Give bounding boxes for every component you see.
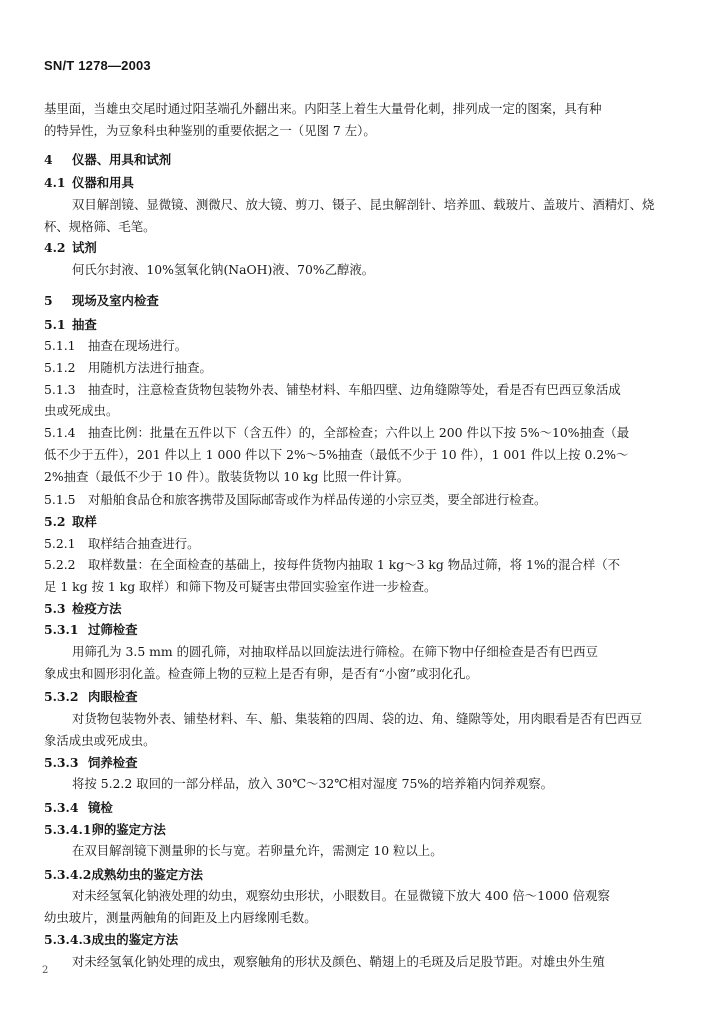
- line-text: 对未经氢氧化钠处理的成虫，观察触角的形状及颜色、鞘翅上的毛斑及后足股节距。对雄虫外生殖: [72, 954, 605, 969]
- text-line-p1b: [44, 124, 376, 138]
- text-line-p42: [72, 263, 374, 277]
- section-number: 4: [44, 152, 53, 167]
- line-text: 对未经氢氧化钠液处理的幼虫，观察幼虫形状，小眼数目。在显微镜下放大 400 倍～1000 倍观察: [72, 888, 610, 903]
- line-text: 基里面，当雄虫交尾时通过阳茎端孔外翻出来。内阳茎上着生大量骨化刺，排列成一定的图案，具有种: [44, 101, 602, 116]
- section-heading-s515: [44, 493, 546, 507]
- section-heading-s534: [44, 801, 113, 815]
- section-heading-s52: [44, 515, 97, 529]
- section-number: 5.3.1: [44, 622, 79, 637]
- line-text: 镜检: [88, 800, 113, 815]
- line-text: 用随机方法进行抽查。: [88, 360, 212, 375]
- line-text: 取样: [72, 514, 97, 529]
- text-line-p5342b: [44, 911, 317, 925]
- section-number: 5.3.4.2: [44, 867, 92, 882]
- section-heading-s41: [44, 176, 134, 190]
- line-text: 现场及室内检查: [72, 293, 159, 308]
- text-line-p1a: [44, 102, 602, 116]
- line-text: 象成虫和圆形羽化盖。检查筛上物的豆粒上是否有卵，是否有“小窗”或羽化孔。: [44, 666, 478, 681]
- section-number: 5.1.5: [44, 492, 76, 507]
- section-heading-s511: [44, 339, 187, 353]
- line-text: 对货物包装物外表、铺垫材料、车、船、集装箱的四周、袋的边、角、缝隙等处，用肉眼看是否有巴西豆: [72, 711, 642, 726]
- page-number: 2: [42, 965, 49, 976]
- line-text: 双目解剖镜、显微镜、测微尺、放大镜、剪刀、镊子、昆虫解剖针、培养皿、载玻片、盖玻片、酒精灯、烧: [72, 197, 655, 212]
- section-heading-s5343: [44, 933, 178, 947]
- line-text: 抽查: [72, 317, 97, 332]
- line-text: 低不少于五件），201 件以上 1 000 件以下 2%～5%抽查（最低不少于 10 件），1 001 件以上按 0.2%～: [44, 447, 629, 462]
- line-text: 过筛检查: [88, 622, 138, 637]
- text-line-p41b: [44, 220, 156, 234]
- line-text: 试剂: [72, 240, 97, 255]
- section-heading-s42: [44, 241, 97, 255]
- line-text: 在双目解剖镜下测量卵的长与宽。若卵量允许，需测定 10 粒以上。: [72, 843, 443, 858]
- line-text: 抽查比例：批量在五件以下（含五件）的，全部检查；六件以上 200 件以下按 5%～10%抽查（最: [88, 425, 630, 440]
- line-text: 肉眼检查: [88, 689, 138, 704]
- line-text: 仪器和用具: [72, 175, 134, 190]
- section-number: 5.3.4.1: [44, 822, 92, 837]
- line-text: 仪器、用具和试剂: [72, 152, 172, 167]
- line-text: 杯、规格筛、毛笔。: [44, 219, 156, 234]
- section-number: 5.3.4.3: [44, 932, 92, 947]
- line-text: 用筛孔为 3.5 mm 的圆孔筛，对抽取样品以回旋法进行筛检。在筛下物中仔细检查是否有巴西豆: [72, 644, 598, 659]
- section-number: 5.1.1: [44, 338, 76, 353]
- section-number: 5.3.2: [44, 689, 79, 704]
- section-number: 5.3: [44, 601, 66, 616]
- line-text: 幼虫玻片，测量两触角的间距及上内唇缘刚毛数。: [44, 910, 317, 925]
- section-number: 5.3.3: [44, 755, 79, 770]
- line-text: 饲养检查: [88, 755, 138, 770]
- section-number: 5: [44, 293, 53, 308]
- text-line-p532a: [72, 712, 642, 726]
- section-number: 4.1: [44, 175, 66, 190]
- standard-code-header: SN/T 1278—2003: [44, 58, 151, 73]
- line-text: 象活成虫或死成虫。: [44, 733, 156, 748]
- section-number: 5.1: [44, 317, 66, 332]
- line-text: 抽查时，注意检查货物包装物外表、铺垫材料、车船四壁、边角缝隙等处，看是否有巴西豆象活成: [88, 382, 621, 397]
- section-heading-s5342: [44, 868, 203, 882]
- line-text: 对船舶食品仓和旅客携带及国际邮寄或作为样品传递的小宗豆类，要全部进行检查。: [88, 492, 547, 507]
- section-number: 5.1.3: [44, 382, 76, 397]
- section-heading-s531: [44, 623, 138, 637]
- line-text: 足 1 kg 按 1 kg 取样）和筛下物及可疑害虫带回实验室作进一步检查。: [44, 579, 437, 594]
- section-heading-s5341: [44, 823, 166, 837]
- text-line-p531b: [44, 667, 478, 681]
- line-text: 成熟幼虫的鉴定方法: [91, 867, 203, 882]
- text-line-p5342a: [72, 889, 610, 903]
- section-number: 5.2: [44, 514, 66, 529]
- line-text: 检疫方法: [72, 601, 122, 616]
- text-line-s514b: [44, 448, 628, 462]
- line-text: 2%抽查（最低不少于 10 件）。散装货物以 10 kg 比照一件计算。: [44, 469, 410, 484]
- line-text: 卵的鉴定方法: [91, 822, 166, 837]
- section-heading-s53: [44, 602, 122, 616]
- section-number: 4.2: [44, 240, 66, 255]
- line-text: 将按 5.2.2 取回的一部分样品，放入 30℃～32℃相对湿度 75%的培养箱内饲养观察。: [72, 776, 554, 791]
- line-text: 成虫的鉴定方法: [91, 932, 179, 947]
- text-line-s514c: [44, 470, 409, 484]
- line-text: 的特异性，为豆象科虫种鉴别的重要依据之一（见图 7 左）。: [44, 123, 376, 138]
- text-line-s513b: [44, 404, 118, 418]
- section-number: 5.3.4: [44, 800, 79, 815]
- line-text: 抽查在现场进行。: [88, 338, 188, 353]
- text-line-p5341: [72, 844, 443, 858]
- line-text: 虫或死成虫。: [44, 403, 119, 418]
- section-heading-s532: [44, 690, 138, 704]
- section-number: 5.1.4: [44, 425, 76, 440]
- text-line-p5343: [72, 955, 605, 969]
- text-line-p532b: [44, 734, 156, 748]
- text-line-s522b: [44, 580, 436, 594]
- section-heading-s513: [44, 383, 621, 397]
- text-line-p533: [72, 777, 553, 791]
- section-heading-s512: [44, 361, 212, 375]
- section-number: 5.2.2: [44, 557, 76, 572]
- section-number: 5.1.2: [44, 360, 76, 375]
- section-heading-s5: [44, 294, 159, 308]
- section-heading-s521: [44, 537, 200, 551]
- section-heading-s522: [44, 558, 620, 572]
- text-line-p41a: [72, 198, 654, 212]
- section-heading-s533: [44, 756, 138, 770]
- text-line-p531a: [72, 645, 598, 659]
- section-heading-s4: [44, 153, 171, 167]
- section-number: 5.2.1: [44, 536, 76, 551]
- line-text: 取样结合抽查进行。: [88, 536, 200, 551]
- section-heading-s51: [44, 318, 97, 332]
- line-text: 取样数量：在全面检查的基础上，按每件货物内抽取 1 kg～3 kg 物品过筛，将 1%的混合样（不: [88, 557, 621, 572]
- line-text: 何氏尔封液、10%氢氧化钠(NaOH)液、70%乙醇液。: [72, 262, 375, 277]
- section-heading-s514: [44, 426, 629, 440]
